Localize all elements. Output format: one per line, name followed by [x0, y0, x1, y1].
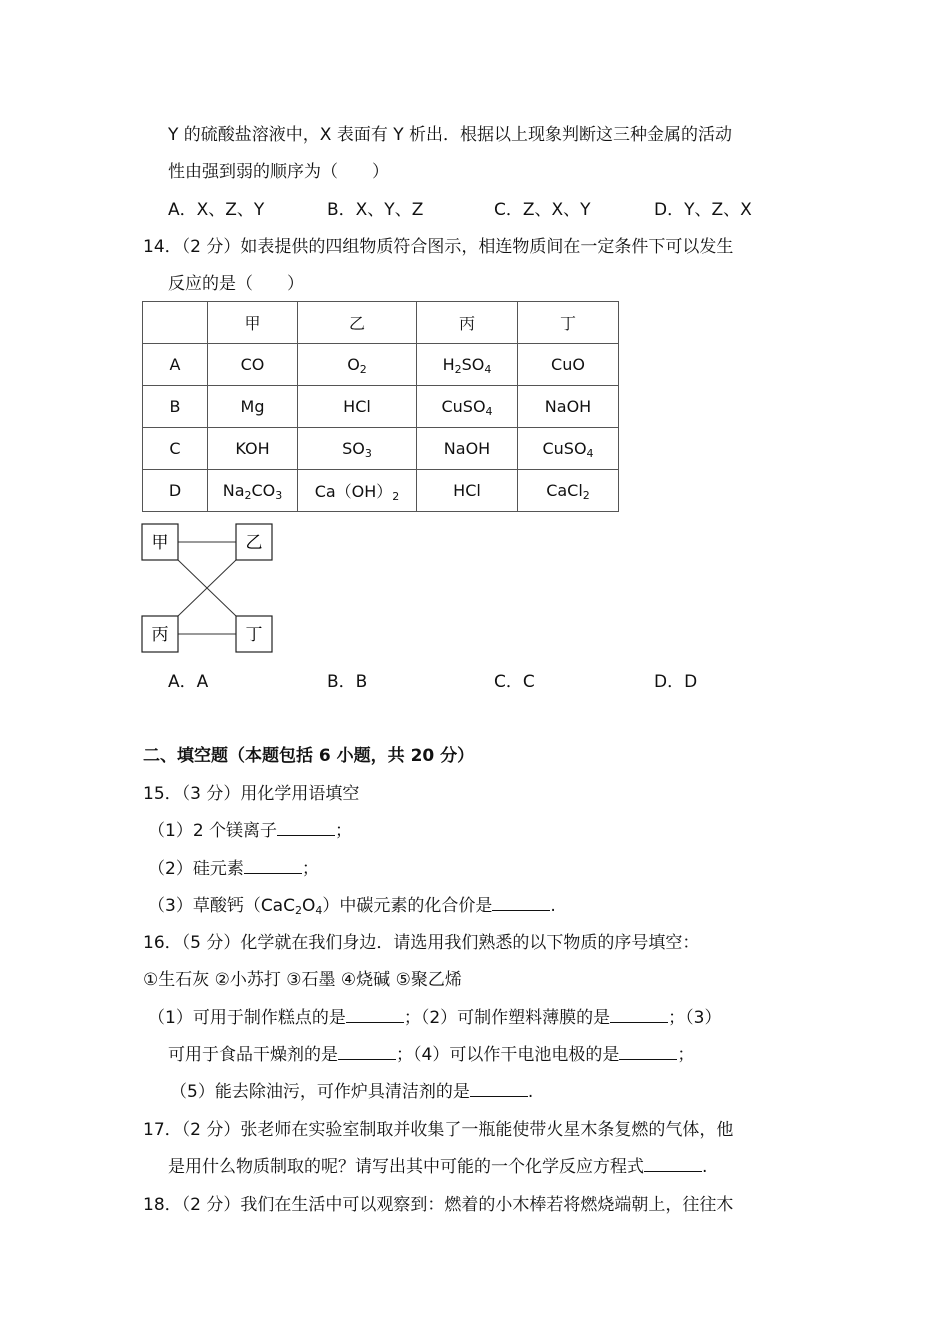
answer-blank[interactable]	[644, 1156, 702, 1172]
table-cell	[298, 470, 417, 512]
text: ；	[301, 859, 319, 879]
q15-part3	[148, 894, 556, 918]
q13-option-b: B．X、Y、Z	[327, 200, 424, 220]
answer-blank[interactable]	[492, 895, 550, 911]
table-header: 丁	[518, 302, 619, 344]
q14-option-d: D．D	[654, 672, 698, 692]
text: O	[301, 896, 316, 916]
text: 是用什么物质制取的呢？请写出其中可能的一个化学反应方程式	[168, 1157, 644, 1177]
label-bing: 丙	[151, 625, 169, 645]
table-header-row	[143, 302, 619, 344]
table-cell	[518, 428, 619, 470]
answer-blank[interactable]	[244, 858, 302, 874]
subscript: 4	[485, 405, 493, 418]
text: （1）可用于制作糕点的是	[148, 1008, 346, 1028]
subscript: 3	[275, 489, 283, 502]
subscript: 2	[454, 363, 462, 376]
subscript: 4	[315, 904, 323, 917]
table-cell: HCl	[298, 386, 417, 428]
subscript: 2	[294, 904, 302, 917]
table-header: 甲	[208, 302, 298, 344]
table-header: 丙	[417, 302, 518, 344]
text: （3）草酸钙（CaC	[148, 896, 295, 916]
answer-blank[interactable]	[470, 1081, 528, 1097]
q15-part2	[148, 857, 319, 881]
q16-line2	[168, 1043, 694, 1067]
table-cell: NaOH	[518, 386, 619, 428]
q14-option-c: C．C	[494, 672, 535, 692]
table-cell	[143, 302, 208, 344]
table-cell: HCl	[417, 470, 518, 512]
q14-table	[142, 301, 619, 512]
label-jia: 甲	[151, 533, 169, 553]
formula-part: CO	[251, 481, 276, 500]
table-cell	[298, 344, 417, 386]
reaction-diagram	[140, 522, 280, 654]
row-label: C	[143, 428, 208, 470]
formula-part: CuSO	[542, 439, 587, 458]
table-cell: CuO	[518, 344, 619, 386]
subscript: 2	[244, 489, 252, 502]
text: 可用于食品干燥剂的是	[168, 1045, 338, 1065]
table-cell	[417, 344, 518, 386]
subscript: 2	[582, 489, 590, 502]
table-row	[143, 470, 619, 512]
formula-part: CuSO	[441, 397, 486, 416]
text: ）中碳元素的化合价是	[322, 896, 493, 916]
q15-title: 15．（3 分）用化学用语填空	[143, 784, 360, 804]
table-cell: Mg	[208, 386, 298, 428]
row-label: B	[143, 386, 208, 428]
subscript: 2	[392, 490, 400, 503]
q14-option-b: B．B	[327, 672, 368, 692]
answer-blank[interactable]	[338, 1044, 396, 1060]
q17-line2	[168, 1155, 707, 1179]
text: .	[527, 1082, 534, 1102]
text: ；	[677, 1045, 695, 1065]
text: ；（4）可以作干电池电极的是	[396, 1045, 620, 1065]
text: .	[550, 896, 556, 916]
label-yi: 乙	[245, 533, 263, 553]
text: ；（2）可制作塑料薄膜的是	[403, 1008, 611, 1028]
q14-option-a: A．A	[168, 672, 209, 692]
text: ；	[335, 821, 353, 841]
table-cell	[298, 428, 417, 470]
q15-part1	[148, 819, 352, 843]
subscript: 2	[359, 363, 367, 376]
row-label: A	[143, 344, 208, 386]
table-header: 乙	[298, 302, 417, 344]
text: .	[702, 1157, 708, 1177]
formula-part: SO	[461, 355, 485, 374]
answer-blank[interactable]	[346, 1007, 404, 1023]
text: （5）能去除油污，可作炉具清洁剂的是	[170, 1082, 470, 1102]
q13-option-d: D．Y、Z、X	[654, 200, 752, 220]
formula-part: CaCl	[546, 481, 583, 500]
answer-blank[interactable]	[619, 1044, 677, 1060]
formula-part: O	[347, 355, 360, 374]
table-row	[143, 428, 619, 470]
q16-line3	[170, 1080, 533, 1104]
q18-line1: 18．（2 分）我们在生活中可以观察到：燃着的小木棒若将燃烧端朝上，往往木	[143, 1195, 734, 1215]
answer-blank[interactable]	[610, 1007, 668, 1023]
q16-line1	[148, 1006, 721, 1030]
text: （1）2 个镁离子	[148, 821, 278, 841]
table-cell: NaOH	[417, 428, 518, 470]
section-title: 二、填空题（本题包括 6 小题，共 20 分）	[143, 746, 475, 766]
q16-title: 16．（5 分）化学就在我们身边．请选用我们熟悉的以下物质的序号填空：	[143, 933, 700, 953]
formula-part: H	[442, 355, 455, 374]
answer-blank[interactable]	[277, 820, 335, 836]
subscript: 4	[586, 447, 594, 460]
q13-option-a: A．X、Z、Y	[168, 200, 265, 220]
formula-part: SO	[342, 439, 365, 458]
text: ；（3）	[668, 1008, 722, 1028]
q17-line1: 17．（2 分）张老师在实验室制取并收集了一瓶能使带火星木条复燃的气体，他	[143, 1120, 734, 1140]
table-cell	[518, 470, 619, 512]
table-row	[143, 344, 619, 386]
formula-part: Ca（OH）	[314, 482, 393, 501]
q13-option-c: C．Z、X、Y	[494, 200, 591, 220]
text: （2）硅元素	[148, 859, 244, 879]
q14-line1: 14．（2 分）如表提供的四组物质符合图示，相连物质间在一定条件下可以发生	[143, 237, 734, 257]
table-cell	[417, 386, 518, 428]
label-ding: 丁	[245, 625, 263, 645]
q16-items: ①生石灰 ②小苏打 ③石墨 ④烧碱 ⑤聚乙烯	[143, 970, 462, 990]
subscript: 4	[484, 363, 492, 376]
table-cell: KOH	[208, 428, 298, 470]
q14-line2: 反应的是（ ）	[168, 274, 304, 294]
table-row	[143, 386, 619, 428]
q13-line2: 性由强到弱的顺序为（ ）	[168, 162, 389, 182]
subscript: 3	[364, 447, 372, 460]
formula-part: Na	[222, 481, 245, 500]
table-cell	[208, 470, 298, 512]
table-cell: CO	[208, 344, 298, 386]
q13-line1: Y 的硫酸盐溶液中，X 表面有 Y 析出．根据以上现象判断这三种金属的活动	[168, 125, 733, 145]
row-label: D	[143, 470, 208, 512]
